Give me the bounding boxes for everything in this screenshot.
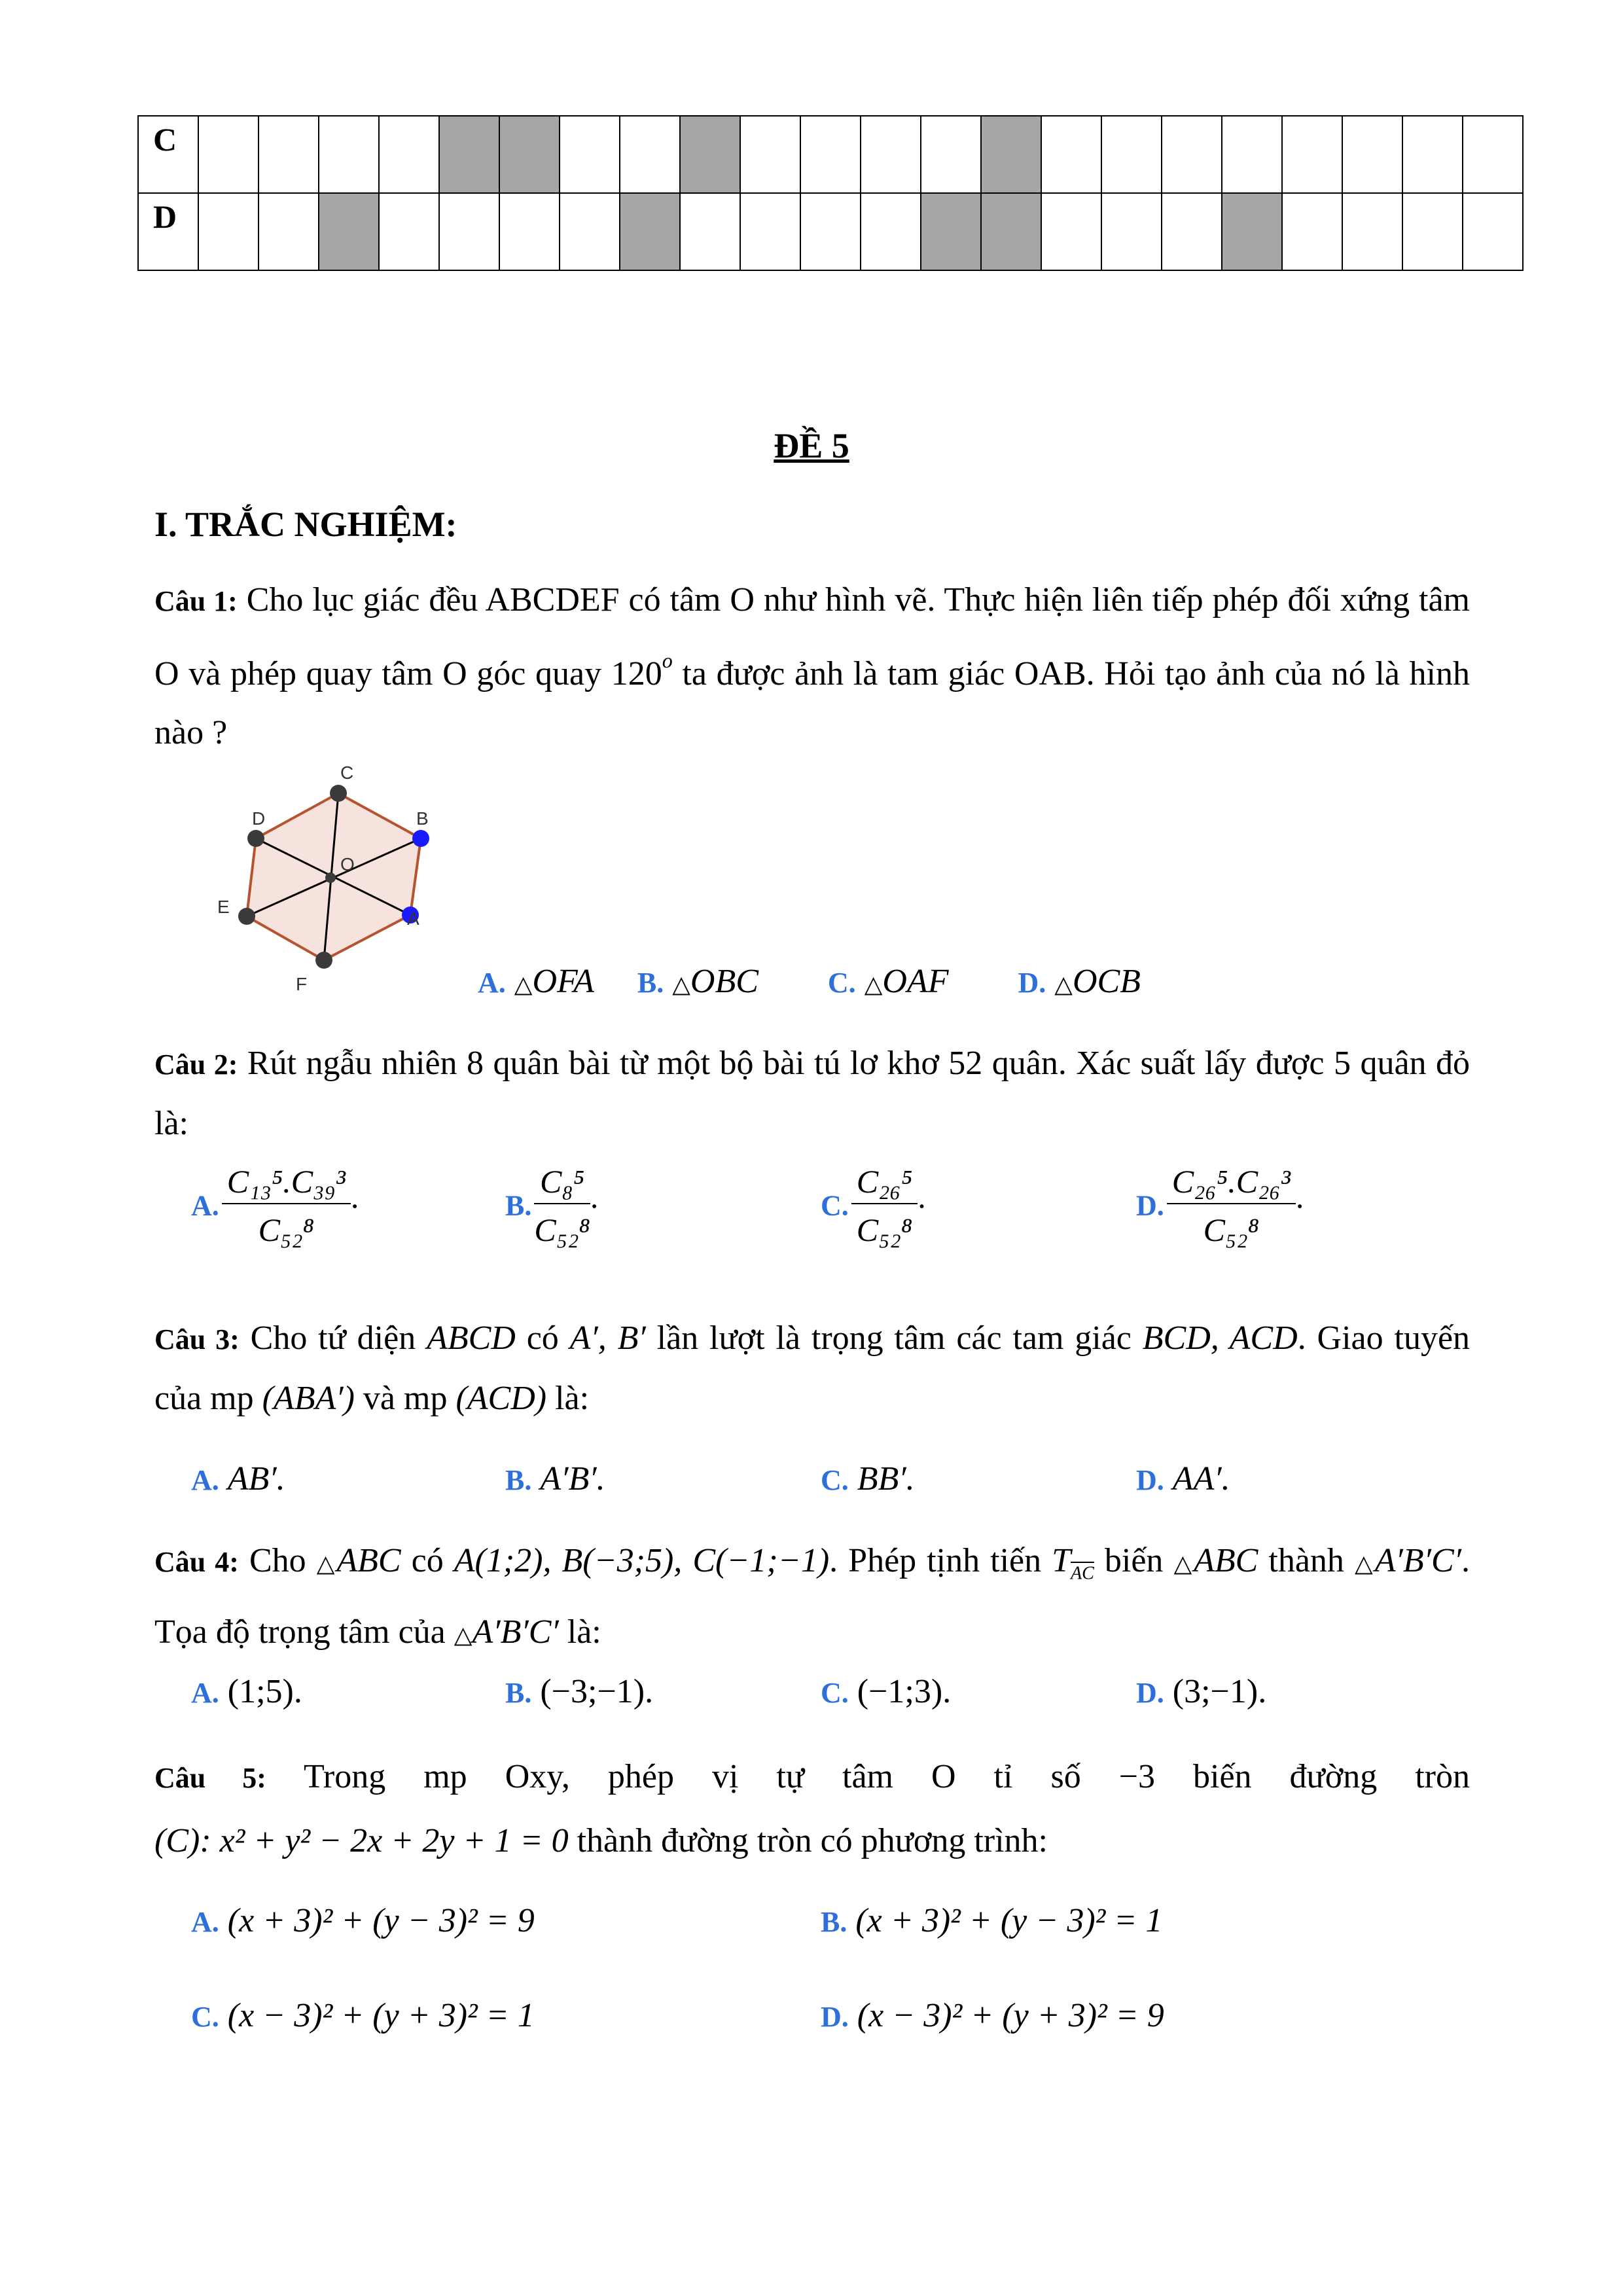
answer-cell (1342, 193, 1402, 270)
point-b (412, 830, 429, 847)
question-4: Câu 4: Cho △ABC có A(1;2), B(−3;5), C(−1;−1). Phép tịnh tiến $T_{\overline{AC}}$ biến △ABC thành △A′B′C′. Tọa độ trọng tâm của △A′B′C′ là: (154, 1542, 1471, 1651)
option-d[interactable]: D. $\frac{\text{C₂₆⁵.C₂₆³}}{\text{C₅₂⁸}}$ . (1136, 1163, 1304, 1248)
label-a: A (407, 908, 419, 929)
option-a[interactable]: A. AB′. (191, 1460, 285, 1498)
answer-cell-filled (499, 116, 560, 193)
label-f: F (296, 974, 308, 994)
option-d[interactable]: D. (x − 3)² + (y + 3)² = 9 (821, 1997, 1164, 2034)
answer-cell (740, 193, 800, 270)
label-b: B (416, 808, 429, 829)
question-2 (154, 1034, 1470, 1153)
label-c: C (340, 762, 354, 783)
point-o (325, 872, 336, 883)
question-1-text-2: ta được ảnh là tam giác OAB. Hỏi tạo ảnh của nó là hình nào ? (154, 655, 1471, 751)
answer-cell (1282, 116, 1342, 193)
answer-cell-filled (981, 116, 1041, 193)
option-d[interactable]: D. △OCB (1018, 963, 1141, 1000)
answer-cell (1101, 116, 1162, 193)
answer-cell (1162, 193, 1222, 270)
answer-cell (861, 193, 921, 270)
answer-row-d (138, 193, 1523, 270)
hexagon-figure (209, 762, 458, 1005)
question-1-label: Câu 1: (154, 585, 238, 617)
option-a[interactable]: A. (x + 3)² + (y − 3)² = 9 (191, 1902, 535, 1939)
question-4-options (191, 1672, 1487, 1718)
answer-cell (1222, 116, 1282, 193)
question-1 (154, 571, 1470, 762)
option-d[interactable]: D. (3;−1). (1136, 1673, 1267, 1710)
question-5: Câu 5: Trong mp Oxy, phép vị tự tâm O tỉ số −3 biến đường tròn (154, 1758, 1471, 1795)
question-1-text: Cho lục giác đều ABCDEF có tâm O như hình vẽ. Thực hiện liên tiếp phép đối xứng tâm O và phép quay tâm O góc quay 120 (154, 581, 1470, 692)
option-c[interactable]: C. (x − 3)² + (y + 3)² = 1 (191, 1997, 535, 2034)
exam-title: ĐỀ 5 (774, 426, 849, 465)
answer-cell-filled (1222, 193, 1282, 270)
question-5-label: Câu 5: (154, 1762, 266, 1794)
answer-cell (1162, 116, 1222, 193)
answer-cell (1041, 116, 1101, 193)
option-c[interactable]: C. $\frac{\text{C₂₆⁵}}{\text{C₅₂⁸}}$ . (821, 1163, 926, 1248)
degree-symbol: o (662, 649, 673, 672)
answer-table (137, 115, 1524, 271)
answer-cell (198, 116, 259, 193)
question-3: Câu 3: Cho tứ diện ABCD có A′, B′ lần lượt là trọng tâm các tam giác BCD, ACD. Giao tuyến của mp (ABA′) và mp (ACD) là: (154, 1319, 1471, 1417)
answer-cell (499, 193, 560, 270)
question-3-options (191, 1460, 1487, 1505)
answer-row-label: C (138, 116, 198, 193)
question-5-options (191, 1901, 1487, 2045)
question-2-options (191, 1165, 1487, 1296)
option-b[interactable]: B. $\frac{\text{C₈⁵}}{\text{C₅₂⁸}}$ . (505, 1163, 599, 1248)
question-2-label: Câu 2: (154, 1049, 238, 1081)
point-c (330, 785, 347, 802)
question-2-text: Rút ngẫu nhiên 8 quân bài từ một bộ bài tú lơ khơ 52 quân. Xác suất lấy được 5 quân đỏ là: (154, 1045, 1471, 1142)
question-4-label: Câu 4: (154, 1546, 239, 1578)
answer-cell (259, 116, 319, 193)
answer-cell (921, 116, 981, 193)
answer-cell (800, 116, 861, 193)
answer-cell (379, 116, 439, 193)
point-d (247, 830, 264, 847)
label-o: O (340, 854, 355, 874)
answer-cell (1402, 116, 1463, 193)
answer-cell (740, 116, 800, 193)
option-b[interactable]: B. (−3;−1). (505, 1673, 654, 1710)
answer-cell (800, 193, 861, 270)
answer-cell (1463, 193, 1523, 270)
answer-cell (1041, 193, 1101, 270)
label-d: D (252, 808, 266, 829)
option-c[interactable]: C. (−1;3). (821, 1673, 952, 1710)
answer-cell (680, 193, 740, 270)
option-c[interactable]: C. △OAF (827, 963, 949, 1000)
section-heading: I. TRẮC NGHIỆM: (154, 505, 457, 544)
option-b[interactable]: B. △OBC (637, 963, 758, 1000)
answer-cell-filled (680, 116, 740, 193)
answer-cell-filled (921, 193, 981, 270)
answer-cell (560, 193, 620, 270)
answer-cell (1402, 193, 1463, 270)
answer-cell (1342, 116, 1402, 193)
answer-cell (379, 193, 439, 270)
answer-cell (1463, 116, 1523, 193)
option-d[interactable]: D. AA′. (1136, 1460, 1230, 1498)
question-1-options (478, 962, 1141, 1001)
answer-cell (861, 116, 921, 193)
point-f (315, 952, 332, 969)
label-e: E (217, 897, 230, 917)
answer-cell (198, 193, 259, 270)
answer-cell-filled (319, 193, 379, 270)
answer-row-label: D (138, 193, 198, 270)
option-b[interactable]: B. (x + 3)² + (y − 3)² = 1 (821, 1902, 1163, 1939)
answer-cell (439, 193, 499, 270)
option-b[interactable]: B. A′B′. (505, 1460, 605, 1498)
answer-row-c (138, 116, 1523, 193)
option-a[interactable]: A. △OFA (478, 963, 594, 1000)
answer-cell (620, 116, 680, 193)
answer-cell (319, 116, 379, 193)
question-5-line-2: (C): x² + y² − 2x + 2y + 1 = 0 thành đường tròn có phương trình: (154, 1822, 1048, 1859)
answer-cell (259, 193, 319, 270)
answer-cell-filled (439, 116, 499, 193)
option-c[interactable]: C. BB′. (821, 1460, 915, 1498)
answer-cell-filled (620, 193, 680, 270)
point-e (238, 908, 255, 925)
question-3-label: Câu 3: (154, 1323, 240, 1355)
answer-cell (1101, 193, 1162, 270)
answer-cell-filled (981, 193, 1041, 270)
option-a[interactable]: A. $\frac{\text{C₁₃⁵.C₃₉³}}{\text{C₅₂⁸}}$ . (191, 1163, 359, 1248)
answer-cell (560, 116, 620, 193)
answer-cell (1282, 193, 1342, 270)
option-a[interactable]: A. (1;5). (191, 1673, 302, 1710)
